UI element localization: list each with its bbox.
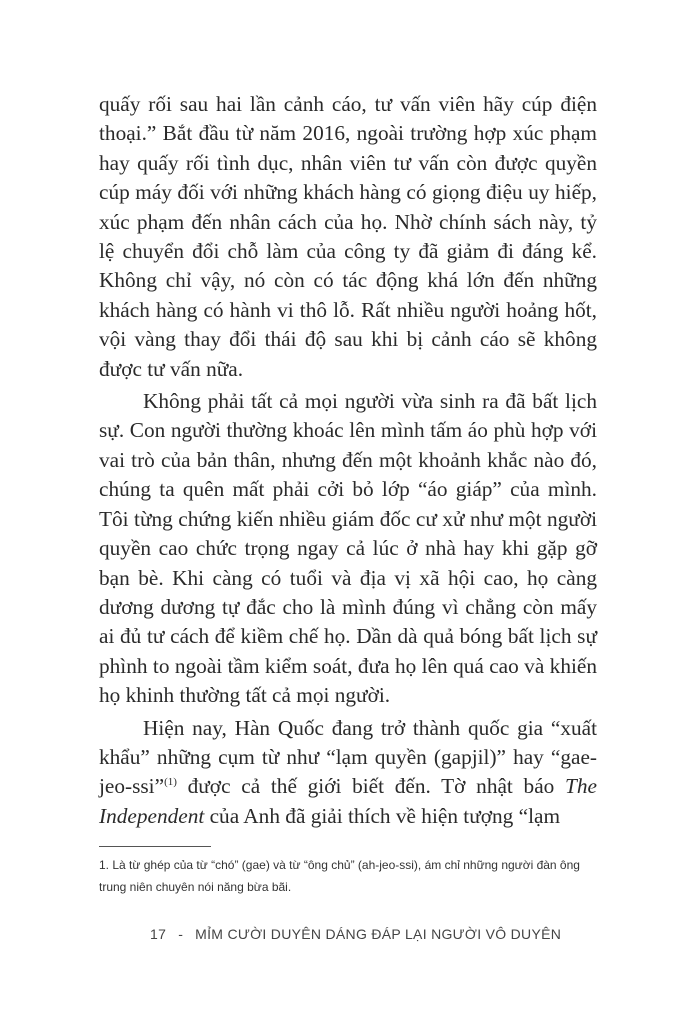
book-title: MỈM CƯỜI DUYÊN DÁNG ĐÁP LẠI NGƯỜI VÔ DUYÊN <box>195 926 562 942</box>
page-footer <box>150 926 570 942</box>
page-number: 17 <box>150 926 167 942</box>
paragraph-3 <box>99 714 597 832</box>
footer-separator: - <box>178 926 184 942</box>
paragraph-3-text-c: của Anh đã giải thích về hiện tượng “lạm <box>204 803 561 828</box>
paragraph-2: Không phải tất cả mọi người vừa sinh ra đã bất lịch sự. Con người thường khoác lên mình tấm áo phù hợp với vai trò của bản thân, nhưng đến một khoảnh khắc nào đó, chúng ta quên mất phải cởi bỏ lớp “áo giáp” của mình. Tôi từng chứng kiến nhiều giám đốc cư xử như một người quyền cao chức trọng ngay cả lúc ở nhà hay khi gặp gỡ bạn bè. Khi càng có tuổi và địa vị xã hội cao, họ càng dương dương tự đắc cho là mình đúng vì chẳng còn mấy ai đủ tư cách để kiềm chế họ. Dần dà quả bóng bất lịch sự phình to ngoài tầm kiểm soát, đưa họ lên quá cao và khiến họ khinh thường tất cả mọi người. <box>99 389 597 708</box>
newspaper-name: The Independent <box>99 774 597 828</box>
footnote-divider <box>99 846 211 847</box>
footnote-marker: (1) <box>164 776 177 789</box>
body-text <box>99 90 597 831</box>
paragraph-3-text-a: Hiện nay, Hàn Quốc đang trở thành quốc gia “xuất khẩu” những cụm từ như “lạm quyền (gapjil)” hay “gae-jeo-ssi” <box>99 715 597 799</box>
paragraph-1: quấy rối sau hai lần cảnh cáo, tư vấn viên hãy cúp điện thoại.” Bắt đầu từ năm 2016, ngoài trường hợp xúc phạm hay quấy rối tình dục, nhân viên tư vấn còn được quyền cúp máy đối với những khách hàng có giọng điệu uy hiếp, xúc phạm đến nhân cách của họ. Nhờ chính sách này, tỷ lệ chuyển đổi chỗ làm của công ty đã giảm đi đáng kể. Không chỉ vậy, nó còn có tác động khá lớn đến những khách hàng có hành vi thô lỗ. Rất nhiều người hoảng hốt, vội vàng thay đổi thái độ sau khi bị cảnh cáo sẽ không được tư vấn nữa. <box>99 92 597 381</box>
paragraph-3-text-b: được cả thế giới biết đến. Tờ nhật báo <box>176 774 566 799</box>
footnote: 1. Là từ ghép của từ “chó” (gae) và từ “ông chủ” (ah-jeo-ssi), ám chỉ những người đàn ông trung niên chuyên nói năng bừa bãi. <box>99 858 580 894</box>
